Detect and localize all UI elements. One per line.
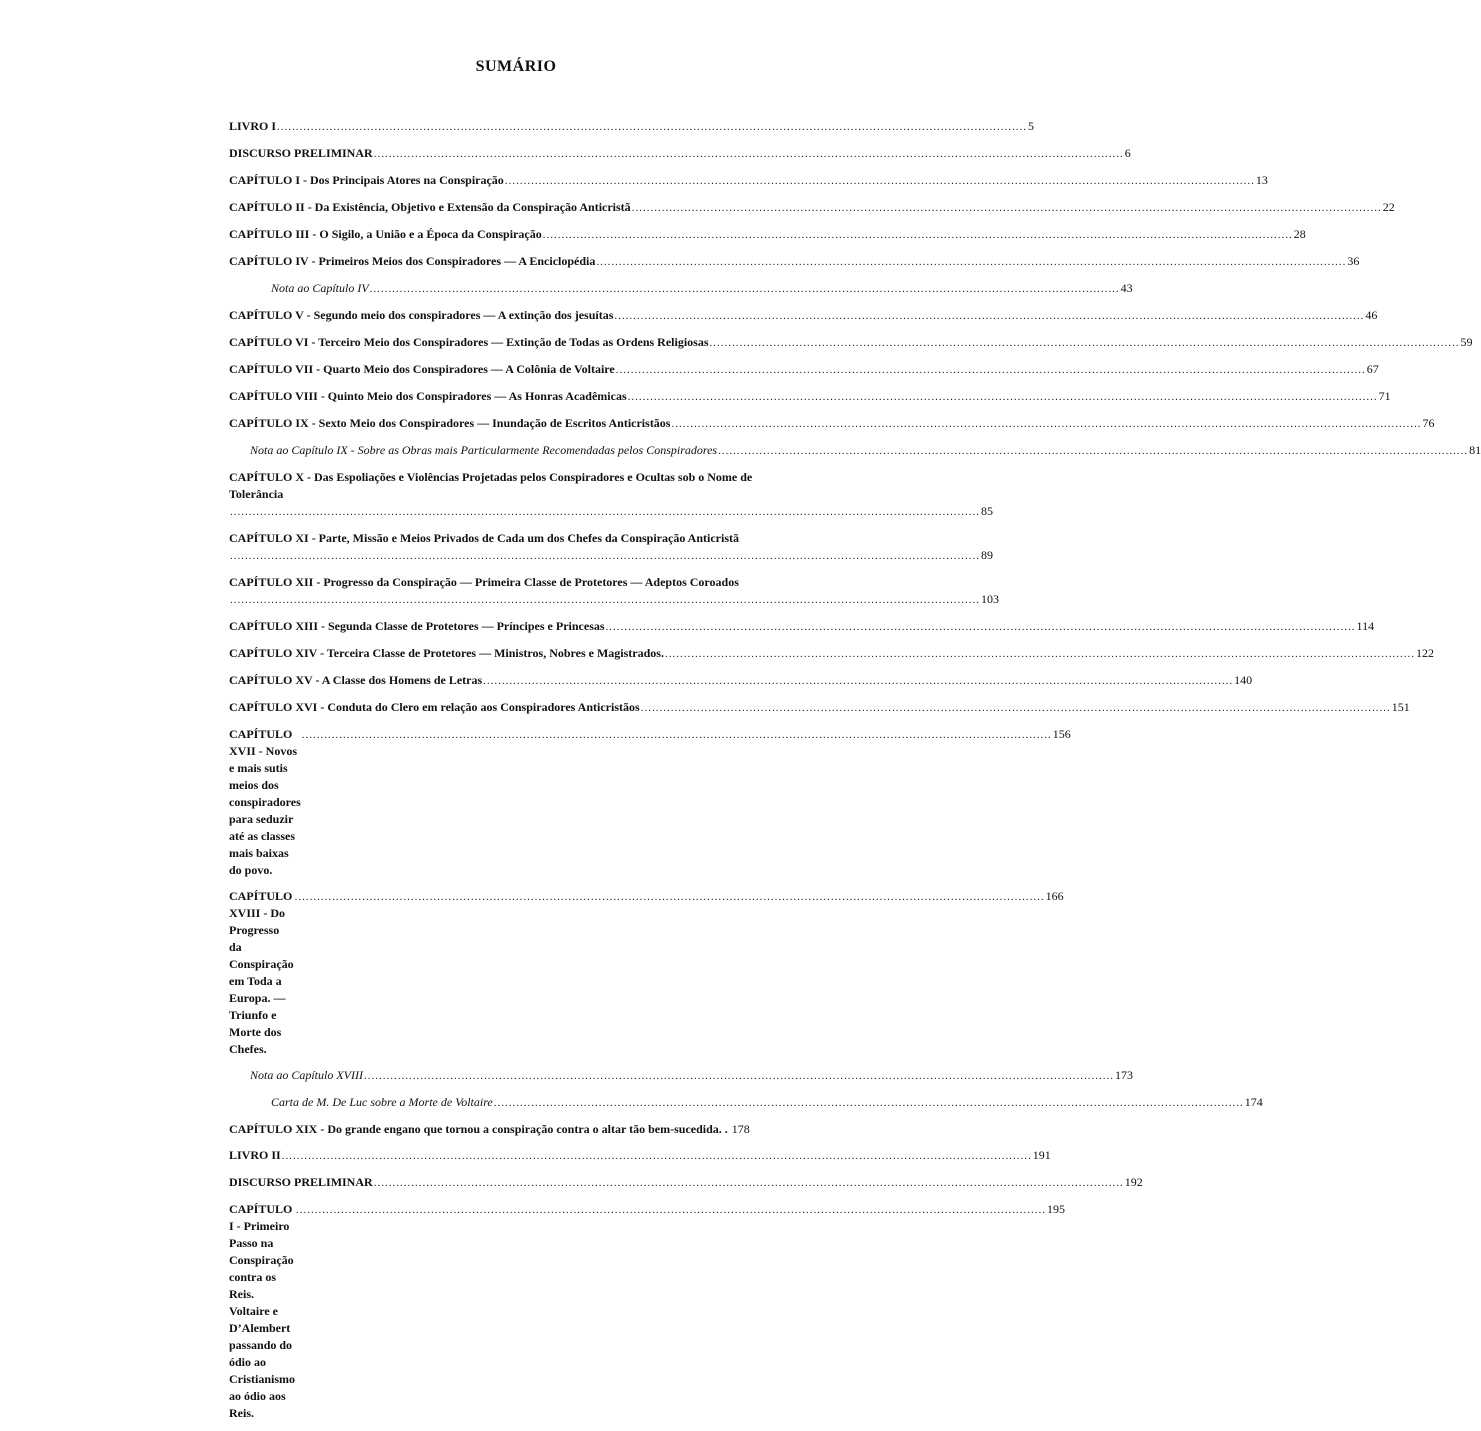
toc-page: 140 — [1234, 673, 1253, 687]
toc-entry[interactable] — [229, 1201, 1065, 1422]
toc-leader — [494, 1095, 1244, 1112]
toc-leader — [302, 727, 1052, 744]
toc-label: CAPÍTULO VIII - Quinto Meio dos Conspiradores — As Honras Acadêmicas — [229, 389, 627, 403]
toc-leader — [641, 700, 1391, 717]
toc-label: CAPÍTULO XV - A Classe dos Homens de Letras — [229, 673, 483, 687]
toc-label: CAPÍTULO III - O Sigilo, a União e a Época da Conspiração — [229, 227, 542, 241]
toc-page: 166 — [1045, 889, 1064, 903]
toc-label: CAPÍTULO IV - Primeiros Meios dos Conspiradores — A Enciclopédia — [229, 254, 596, 268]
toc-page: 85 — [981, 504, 993, 518]
toc-leader — [628, 389, 1378, 406]
toc-entry[interactable] — [229, 469, 993, 521]
toc-page: 178 — [731, 1122, 750, 1136]
toc-leader — [710, 335, 1460, 352]
toc-label: Nota ao Capítulo IX - Sobre as Obras mais Particularmente Recomendadas pelos Conspiradores — [250, 443, 718, 457]
toc-entry[interactable] — [229, 1121, 806, 1138]
toc-leader — [296, 1202, 1046, 1219]
toc-entry-note[interactable] — [229, 1067, 1133, 1085]
toc-label: DISCURSO PRELIMINAR — [229, 146, 373, 160]
toc-leader — [483, 673, 1233, 690]
toc-entry[interactable] — [229, 530, 993, 565]
toc-page: 76 — [1422, 416, 1435, 430]
toc-leader — [665, 646, 1415, 663]
toc-leader — [370, 281, 1120, 298]
toc-page: 151 — [1391, 700, 1410, 714]
toc-label: CAPÍTULO VII - Quarto Meio dos Conspiradores — A Colônia de Voltaire — [229, 362, 615, 376]
toc-page: 67 — [1366, 362, 1379, 376]
toc-leader — [230, 548, 980, 565]
toc-label: Carta de M. De Luc sobre a Morte de Voltaire — [271, 1095, 493, 1109]
toc-label: CAPÍTULO XII - Progresso da Conspiração — Primeira Classe de Protetores — Adeptos Coroados — [229, 575, 739, 589]
toc-leader — [364, 1068, 1114, 1085]
toc-page: 59 — [1460, 335, 1473, 349]
toc-entry[interactable] — [229, 226, 1306, 244]
toc-entry[interactable] — [229, 415, 1435, 433]
toc-label: DISCURSO PRELIMINAR — [229, 1175, 373, 1189]
toc-page: 122 — [1415, 646, 1434, 660]
toc-label: CAPÍTULO I - Primeiro Passo na Conspiração contra os Reis. Voltaire e D’Alembert passando do ódio ao Cristianismo ao ódio aos Reis. — [229, 1202, 295, 1420]
toc-label: CAPÍTULO X - Das Espoliações e Violências Projetadas pelos Conspiradores e Ocultas sob o Nome de Tolerância — [229, 470, 753, 501]
toc-leader — [718, 443, 1468, 460]
toc-label: CAPÍTULO IX - Sexto Meio dos Conspiradores — Inundação de Escritos Anticristãos — [229, 416, 671, 430]
toc-page: 22 — [1382, 200, 1395, 214]
toc-entry[interactable] — [229, 361, 1379, 379]
toc-entry[interactable] — [229, 307, 1378, 325]
toc-leader — [543, 227, 1293, 244]
toc-entry[interactable] — [229, 1147, 1051, 1165]
toc-leader — [614, 308, 1364, 325]
toc-entry[interactable] — [229, 145, 1131, 163]
toc-page: 89 — [981, 548, 993, 562]
toc-leader — [230, 504, 980, 521]
toc-leader — [616, 362, 1366, 379]
toc-leader — [282, 1148, 1032, 1165]
toc-leader — [230, 592, 980, 609]
toc-label: Nota ao Capítulo IV — [271, 281, 369, 295]
toc-entry[interactable] — [229, 699, 1410, 717]
toc-entry[interactable] — [229, 118, 1035, 136]
toc-entry[interactable] — [229, 388, 1391, 406]
toc-page: 43 — [1120, 281, 1133, 295]
toc-page: 46 — [1365, 308, 1378, 322]
toc-label: CAPÍTULO VI - Terceiro Meio dos Conspiradores — Extinção de Todas as Ordens Religiosas — [229, 335, 709, 349]
toc-leader — [606, 619, 1356, 636]
toc-entry-note[interactable] — [229, 280, 1133, 298]
toc-leader — [374, 1175, 1124, 1192]
toc-label: LIVRO I — [229, 119, 277, 133]
table-of-contents — [229, 118, 1481, 1431]
toc-entry-note[interactable] — [229, 442, 1481, 460]
toc-page: 5 — [1028, 119, 1035, 133]
toc-page: 173 — [1115, 1068, 1133, 1082]
toc-page: 156 — [1052, 727, 1071, 741]
page-title: SUMÁRIO — [475, 58, 557, 75]
toc-entry[interactable] — [229, 253, 1360, 271]
toc-entry[interactable] — [229, 574, 999, 609]
toc-entry[interactable] — [229, 199, 1395, 217]
toc-page: 195 — [1047, 1202, 1065, 1216]
toc-entry[interactable] — [229, 672, 1253, 690]
toc-label: Nota ao Capítulo XVIII — [250, 1068, 363, 1082]
toc-page: 36 — [1347, 254, 1360, 268]
toc-label: CAPÍTULO I - Dos Principais Atores na Conspiração — [229, 173, 504, 187]
toc-page: 28 — [1293, 227, 1306, 241]
toc-label: CAPÍTULO XI - Parte, Missão e Meios Privados de Cada um dos Chefes da Conspiração Anticristã — [229, 531, 739, 545]
toc-label: LIVRO II — [229, 1148, 281, 1162]
toc-page: 192 — [1124, 1175, 1143, 1189]
toc-entry[interactable] — [229, 888, 1064, 1058]
toc-entry[interactable] — [229, 1174, 1143, 1192]
toc-label: CAPÍTULO V - Segundo meio dos conspiradores — A extinção dos jesuítas — [229, 308, 614, 322]
toc-label: CAPÍTULO II - Da Existência, Objetivo e Extensão da Conspiração Anticristã — [229, 200, 631, 214]
toc-page: 114 — [1356, 619, 1375, 633]
toc-page: 103 — [981, 592, 999, 606]
toc-page: 81 — [1469, 443, 1481, 457]
toc-leader — [596, 254, 1346, 271]
toc-leader — [277, 119, 1027, 136]
toc-page: 71 — [1378, 389, 1391, 403]
toc-entry[interactable] — [229, 726, 1071, 879]
toc-page: 13 — [1255, 173, 1268, 187]
toc-leader — [632, 200, 1382, 217]
toc-entry[interactable] — [229, 334, 1473, 352]
toc-leader — [374, 146, 1124, 163]
toc-label: CAPÍTULO XVI - Conduta do Clero em relação aos Conspiradores Anticristãos — [229, 700, 640, 714]
toc-leader — [505, 173, 1255, 190]
toc-leader — [295, 889, 1045, 906]
toc-entry[interactable] — [229, 618, 1375, 636]
toc-page: 174 — [1244, 1095, 1263, 1109]
toc-leader — [671, 416, 1421, 433]
toc-label: CAPÍTULO XVIII - Do Progresso da Conspiração em Toda a Europa. — Triunfo e Morte dos Chefes. — [229, 889, 294, 1056]
toc-label: CAPÍTULO XIII - Segunda Classe de Protetores — Príncipes e Princesas — [229, 619, 605, 633]
toc-entry[interactable] — [229, 172, 1268, 190]
toc-page: 191 — [1032, 1148, 1051, 1162]
toc-label: CAPÍTULO XIV - Terceira Classe de Protetores — Ministros, Nobres e Magistrados. — [229, 646, 664, 660]
toc-label: CAPÍTULO XVII - Novos e mais sutis meios dos conspiradores para seduzir até as classes mais baixas do povo. — [229, 727, 301, 877]
toc-label: CAPÍTULO XIX - Do grande engano que tornou a conspiração contra o altar tão bem-sucedida. . — [229, 1122, 728, 1136]
toc-entry[interactable] — [229, 645, 1434, 663]
toc-entry-note[interactable] — [229, 1094, 1263, 1112]
toc-page: 6 — [1124, 146, 1131, 160]
